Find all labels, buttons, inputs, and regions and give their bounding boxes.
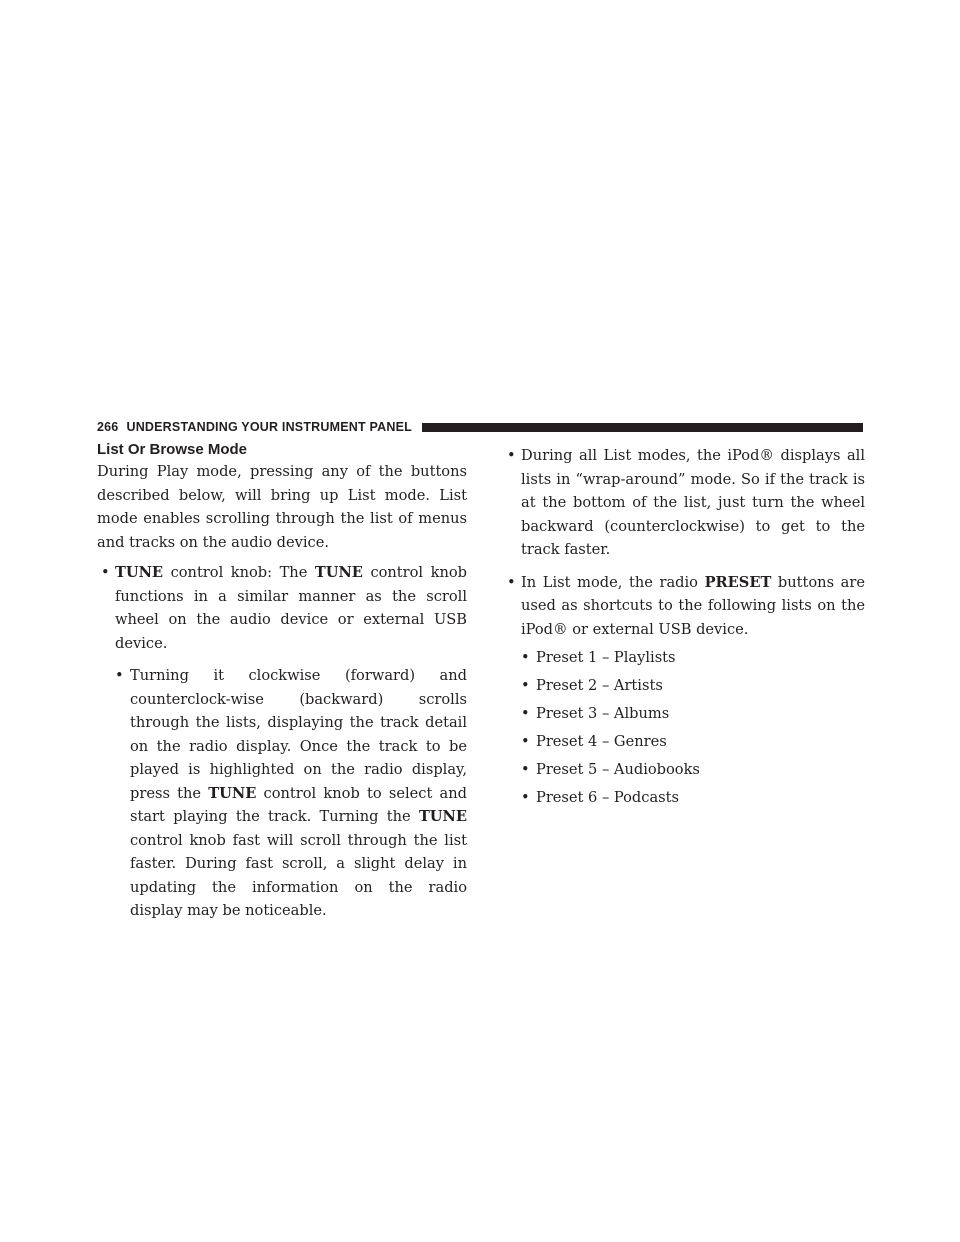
bullet-dot: • (115, 667, 124, 684)
preset-item: • Preset 2 – Artists (521, 676, 663, 694)
left-column (97, 440, 467, 923)
intro-paragraph: During Play mode, pressing any of the buttons described below, will bring up List mode. List mode enables scrolling through the list of menus and tracks on the audio device. (97, 463, 467, 551)
list-item-tune-knob: • TUNE control knob: The TUNE control knob functions in a similar manner as the scroll wheel on the audio device or external USB device. (97, 561, 467, 655)
section-heading: List Or Browse Mode (97, 441, 248, 458)
bullet-dot: • (101, 564, 110, 581)
preset-list (503, 646, 865, 810)
preset-item: • Preset 1 – Playlists (521, 648, 676, 666)
preset-item: • Preset 6 – Podcasts (521, 788, 679, 806)
list-item-turning: • Turning it clockwise (forward) and counterclock-wise (backward) scrolls through the lists, displaying the track detail on the radio display. Once the track to be played is highlighted on the radio display, press the TUNE control knob to select and start playing the track. Turning the TUNE control knob fast will scroll through the list faster. During fast scroll, a slight delay in updating the information on the radio display may be noticeable. (97, 664, 467, 923)
page-header (97, 418, 863, 436)
tune-label: TUNE (115, 564, 164, 581)
preset-item: • Preset 3 – Albums (521, 704, 670, 722)
page-number: 266 (97, 420, 119, 434)
section-title: UNDERSTANDING YOUR INSTRUMENT PANEL (126, 420, 412, 434)
list-item-preset-shortcuts: • In List mode, the radio PRESET buttons are used as shortcuts to the following lists on the iPod® or external USB device. (503, 571, 865, 642)
bullet-dot: • (507, 573, 516, 591)
list-item-wrap-around: • During all List modes, the iPod® displays all lists in “wrap-around” mode. So if the track is at the bottom of the list, just turn the wheel backward (counterclockwise) to get to the track faster. (503, 444, 865, 562)
preset-item: • Preset 5 – Audiobooks (521, 760, 700, 778)
right-column (503, 444, 865, 814)
bullet-dot: • (507, 447, 516, 464)
header-rule (422, 423, 863, 432)
preset-item: • Preset 4 – Genres (521, 732, 667, 750)
